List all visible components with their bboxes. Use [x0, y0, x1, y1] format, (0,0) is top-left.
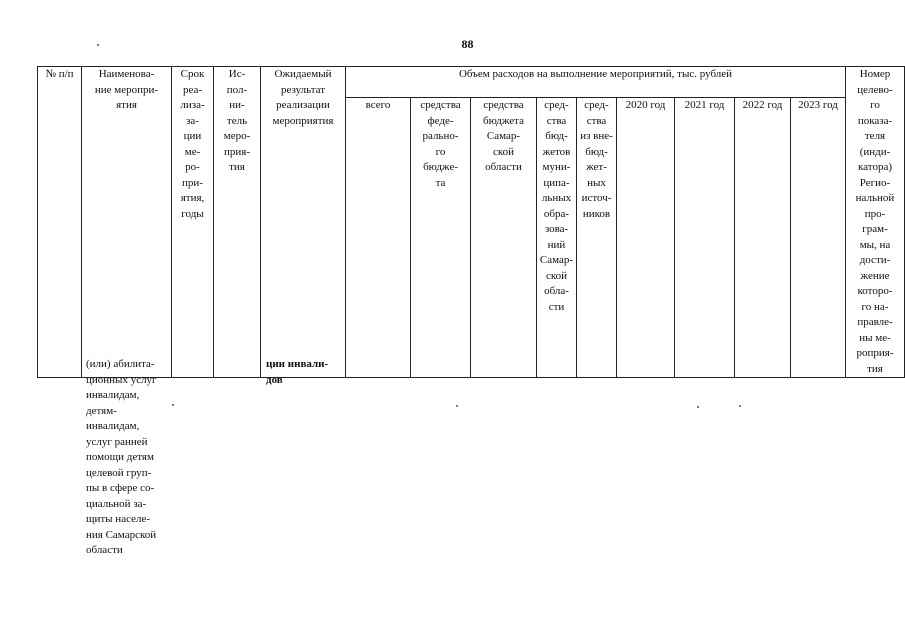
continued-expected-result: ции инвали- дов — [266, 358, 329, 386]
header-expense-federal: средства феде- рально- го бюдже- та — [411, 98, 471, 378]
header-expense-municipal: сред- ства бюд- жетов муни- ципа- льных обра- зова- ний Самар- ской обла- сти — [537, 98, 577, 378]
continued-activity-name: (или) абилита- ционных услуг инвалидам, детям- инвалидам, услуг ранней помощи детям целевой груп- пы в сфере со- циальной за- щиты населе- ния Самарской области — [86, 358, 157, 556]
header-year-2022: 2022 год — [735, 98, 791, 378]
header-activity-name: Наименова- ние меропри- ятия — [82, 67, 172, 378]
header-year-2023: 2023 год — [791, 98, 846, 378]
header-expected-result: Ожидаемый результат реализации мероприятия — [261, 67, 346, 378]
program-activities-table — [37, 66, 905, 378]
header-year-2020: 2020 год — [617, 98, 675, 378]
header-num: № п/п — [38, 67, 82, 378]
header-expense-extrabudget: сред- ства из вне- бюд- жет- ных источ- ников — [577, 98, 617, 378]
scan-speck — [697, 406, 699, 408]
scan-speck — [456, 405, 458, 407]
header-indicator-number: Номер целево- го показа- теля (инди- катора) Регио- нальной про- грам- мы, на дости- жение которо- го на- правле- ны ме- роприя- тия — [846, 67, 905, 378]
header-expense-total: всего — [346, 98, 411, 378]
page-number: 88 — [461, 37, 474, 51]
header-expenses-group: Объем расходов на выполнение мероприятий, тыс. рублей — [346, 67, 846, 98]
header-executor: Ис- пол- ни- тель меро- прия- тия — [214, 67, 261, 378]
header-term: Срок реа- лиза- за- ции ме- ро- при- ятия, годы — [172, 67, 214, 378]
header-expense-regional: средства бюджета Самар- ской области — [471, 98, 537, 378]
scan-speck — [739, 405, 741, 407]
header-year-2021: 2021 год — [675, 98, 735, 378]
scan-speck — [172, 404, 174, 406]
scan-speck — [97, 44, 99, 46]
